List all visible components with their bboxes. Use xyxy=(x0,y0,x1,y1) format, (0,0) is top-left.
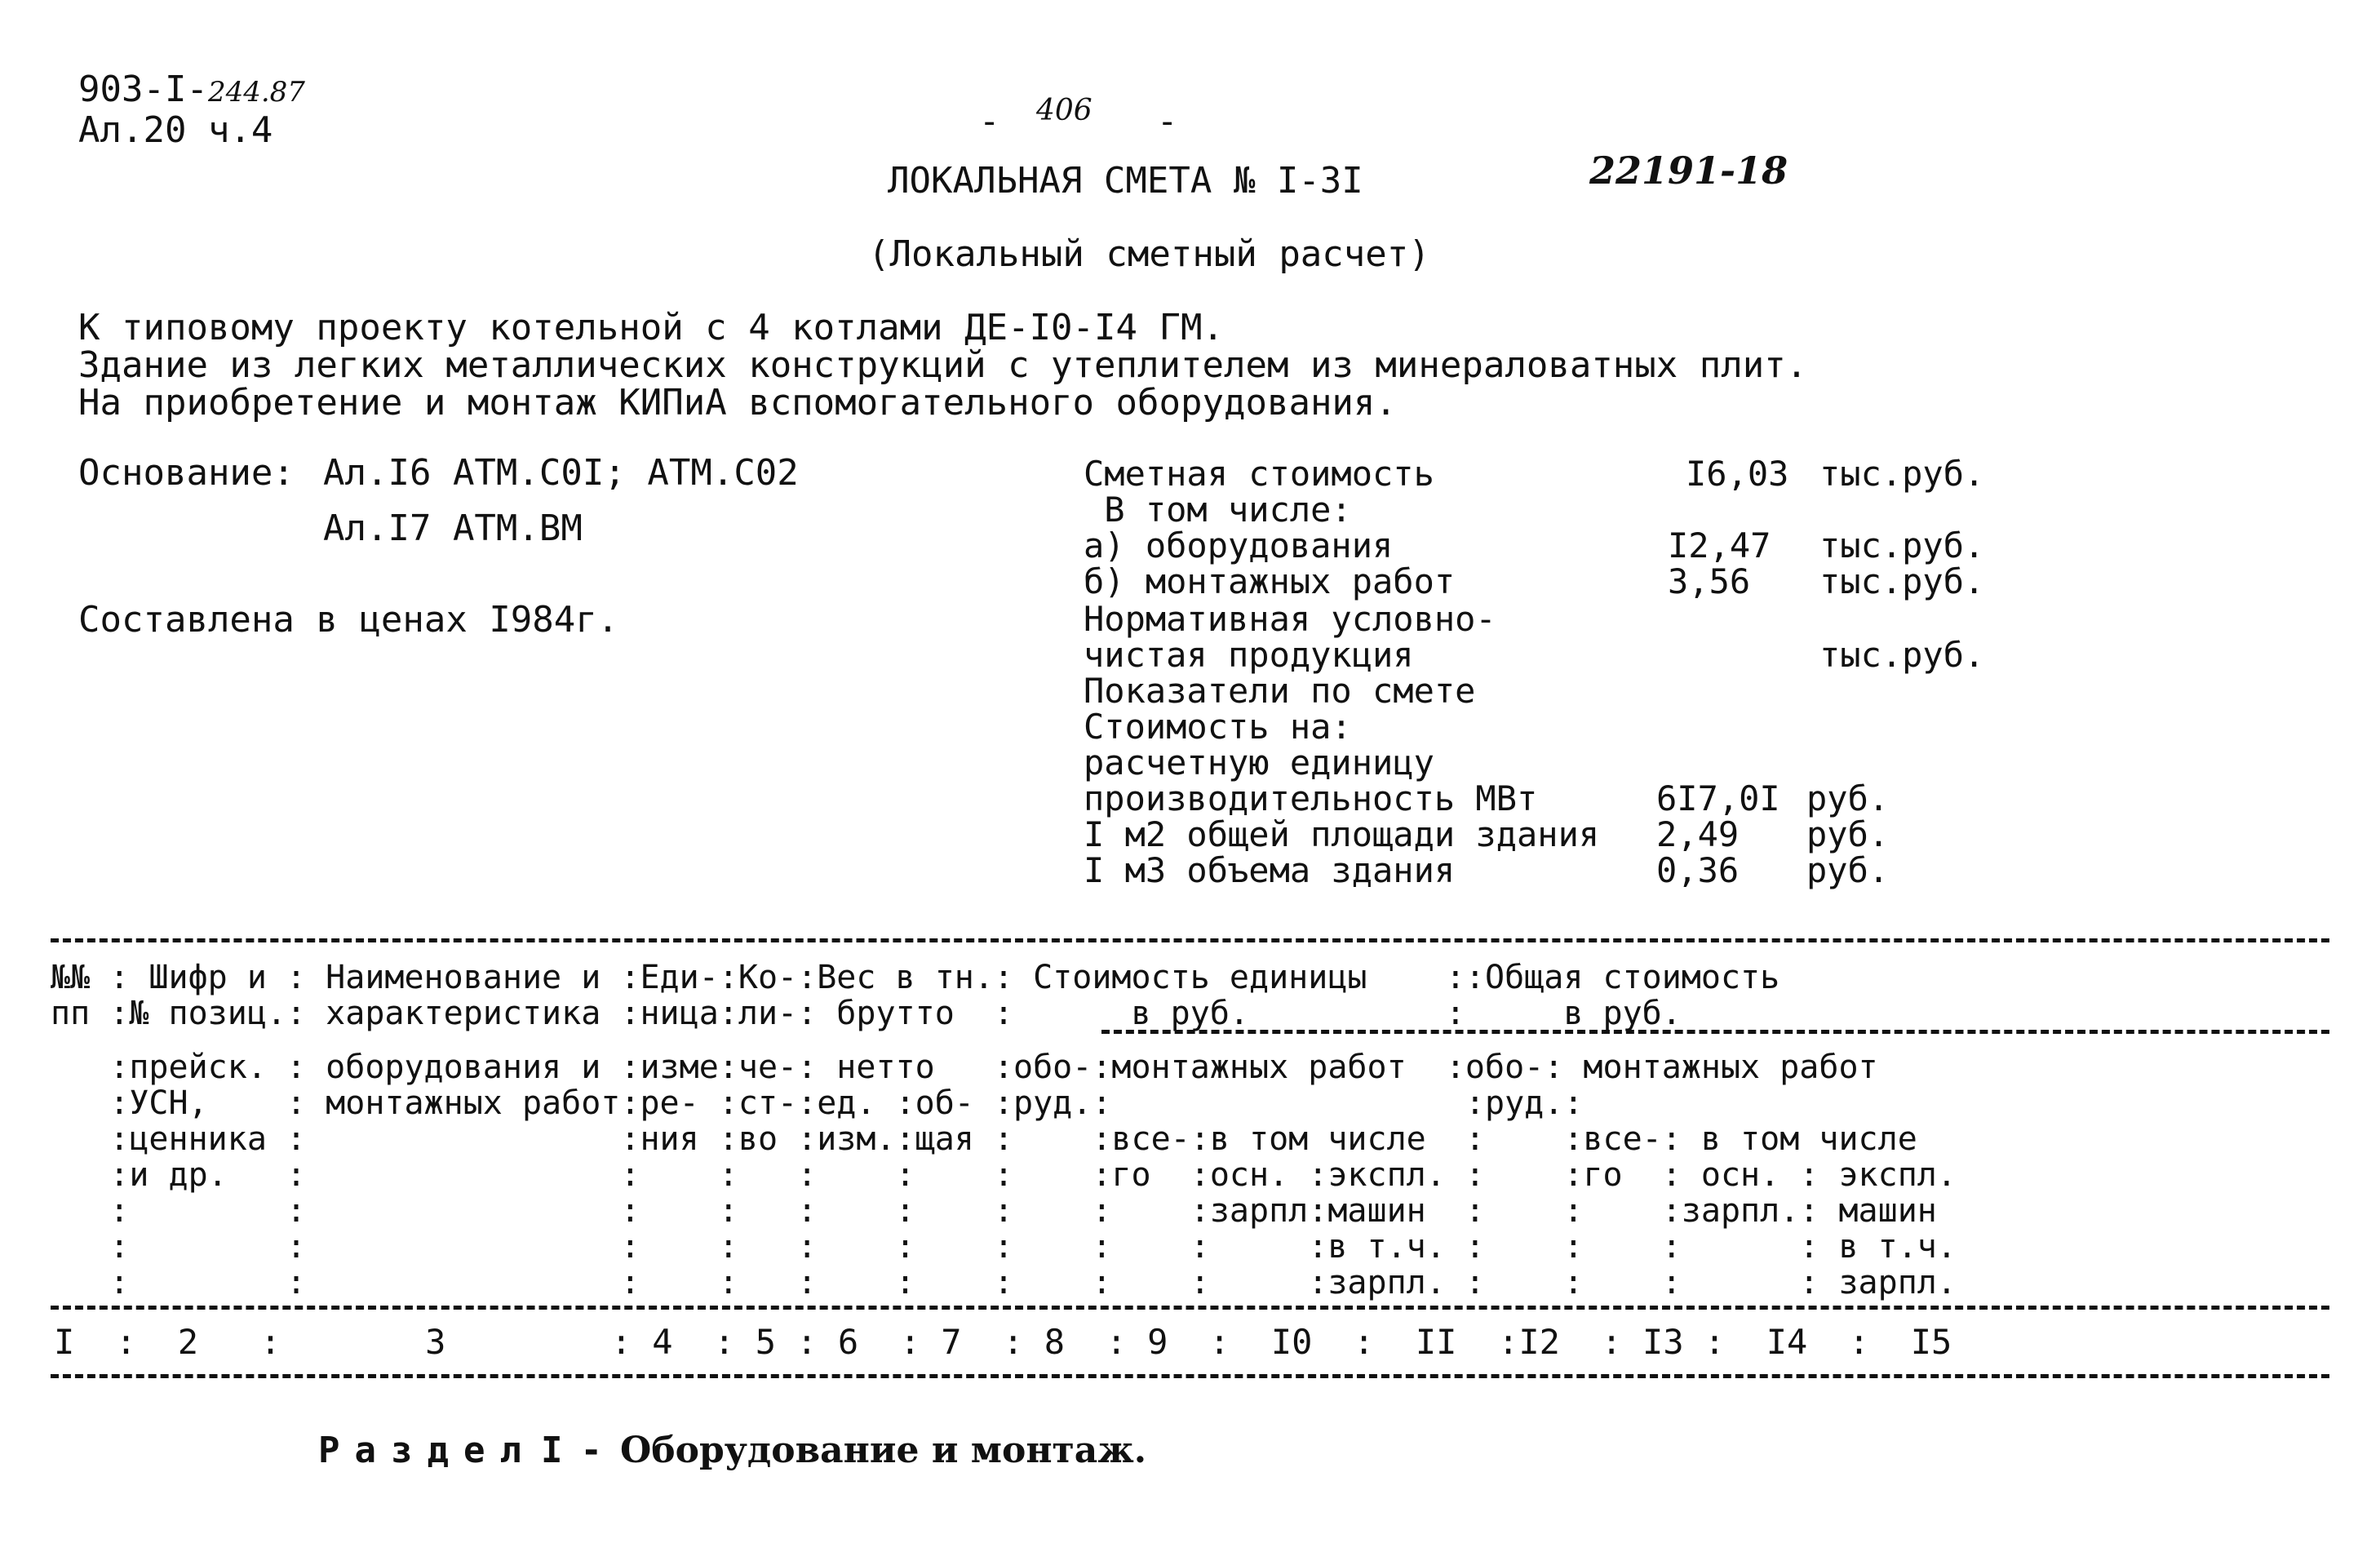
cost-label: I м3 объема здания xyxy=(1084,850,1456,890)
table-header-line: :ценника : :ния :во :изм.:щая : :все-:в том числе : :все-: в том числе xyxy=(51,1120,1917,1158)
page-title: ЛОКАЛЬНАЯ СМЕТА № I-3I xyxy=(888,160,1363,202)
table-header-line: : : : : : : : : : :в т.ч. : : : : в т.ч. xyxy=(51,1228,1957,1266)
prices-note: Составлена в ценах I984г. xyxy=(78,599,619,641)
table-header-line: : : : : : : : : : :зарпл. : : : : зарпл. xyxy=(51,1264,1957,1301)
section-dash: - xyxy=(580,1430,602,1471)
cost-unit: тыс.руб. xyxy=(1819,454,1985,494)
album-ref: Ал.20 ч.4 xyxy=(78,109,273,151)
table-column-numbers: I : 2 : 3 : 4 : 5 : 6 : 7 : 8 : 9 : I0 : II :I2 : I3 : I4 : I5 xyxy=(54,1322,1952,1362)
cost-label: чистая продукция xyxy=(1084,635,1414,675)
cost-unit: руб. xyxy=(1806,778,1890,818)
page-number: 406 xyxy=(1036,94,1092,127)
table-header-line: :прейск. : оборудования и :изме:че-: нетто :обо-:монтажных работ :обо-: монтажных работ xyxy=(51,1049,1878,1086)
page-dash-right: - xyxy=(1157,101,1178,141)
intro-line-2: Здание из легких металлических конструкций с утеплителем из минераловатных плит. xyxy=(78,344,1808,386)
table-header-line: :УСН, : монтажных работ:ре- :ст-:ед. :об- :руд.: :руд.: xyxy=(51,1084,1584,1122)
doc-code-prefix: 903-I- xyxy=(78,69,208,110)
section-prefix: Раздел xyxy=(318,1430,536,1471)
intro-line-1: К типовому проекту котельной с 4 котлами ДЕ-I0-I4 ГМ. xyxy=(78,307,1224,348)
section-heading xyxy=(318,1430,1147,1471)
cost-value: 3,56 xyxy=(1668,561,1751,601)
cost-unit: руб. xyxy=(1806,814,1890,854)
table-header-rule xyxy=(51,1306,2329,1310)
cost-label: б) монтажных работ xyxy=(1084,561,1456,601)
table-header-line: пп :№ позиц.: характеристика :ница:ли-: брутто : в руб. : в руб. xyxy=(51,995,1682,1032)
doc-code-handwritten: 244.87 xyxy=(207,76,305,109)
page-dash-left: - xyxy=(979,101,1000,141)
cost-value: 6I7,0I xyxy=(1656,778,1780,818)
cost-value: I2,47 xyxy=(1668,525,1771,565)
cost-value: 0,36 xyxy=(1656,850,1740,890)
stamp-number: 22191-18 xyxy=(1589,149,1788,193)
cost-unit: тыс.руб. xyxy=(1819,525,1985,565)
basis-label: Основание: xyxy=(78,452,295,494)
intro-line-3: На приобретение и монтаж КИПиА вспомогательного оборудования. xyxy=(78,382,1397,423)
cost-value: I6,03 xyxy=(1686,454,1789,494)
cost-label: Показатели по смете xyxy=(1084,671,1476,711)
cost-label: производительность МВт xyxy=(1084,778,1538,818)
cost-unit: тыс.руб. xyxy=(1819,561,1985,601)
table-header-line: №№ : Шифр и : Наименование и :Еди-:Ко-:Вес в тн.: Стоимость единицы ::Общая стоимость xyxy=(51,959,1780,996)
cost-label: Нормативная условно- xyxy=(1084,599,1496,639)
section-title: Оборудование и монтаж. xyxy=(619,1430,1147,1471)
cost-unit: тыс.руб. xyxy=(1819,635,1985,675)
doc-code xyxy=(78,69,305,110)
cost-value: 2,49 xyxy=(1656,814,1740,854)
table-header-line: :и др. : : : : : : :го :осн. :экспл. : :го : осн. : экспл. xyxy=(51,1156,1957,1194)
basis-line-2: Ал.I7 АТМ.ВМ xyxy=(323,508,583,549)
table-header-line: : : : : : : : : :зарпл:машин : : :зарпл.: машин xyxy=(51,1192,1937,1230)
cost-unit: руб. xyxy=(1806,850,1890,890)
cost-label: Стоимость на: xyxy=(1084,707,1352,747)
cost-label: расчетную единицу xyxy=(1084,743,1434,783)
cost-label: Сметная стоимость xyxy=(1084,454,1434,494)
cost-label: I м2 общей площади здания xyxy=(1084,814,1600,854)
section-number: I xyxy=(540,1430,563,1471)
table-subheader-rule xyxy=(1101,1030,2329,1034)
table-top-rule xyxy=(51,938,2329,942)
page-subtitle: (Локальный сметный расчет) xyxy=(868,233,1430,275)
basis-line-1: Ал.I6 АТМ.С0I; АТМ.С02 xyxy=(323,452,799,494)
table-numbers-rule xyxy=(51,1374,2329,1378)
cost-label: В том числе: xyxy=(1084,490,1352,530)
cost-label: а) оборудования xyxy=(1084,525,1394,565)
